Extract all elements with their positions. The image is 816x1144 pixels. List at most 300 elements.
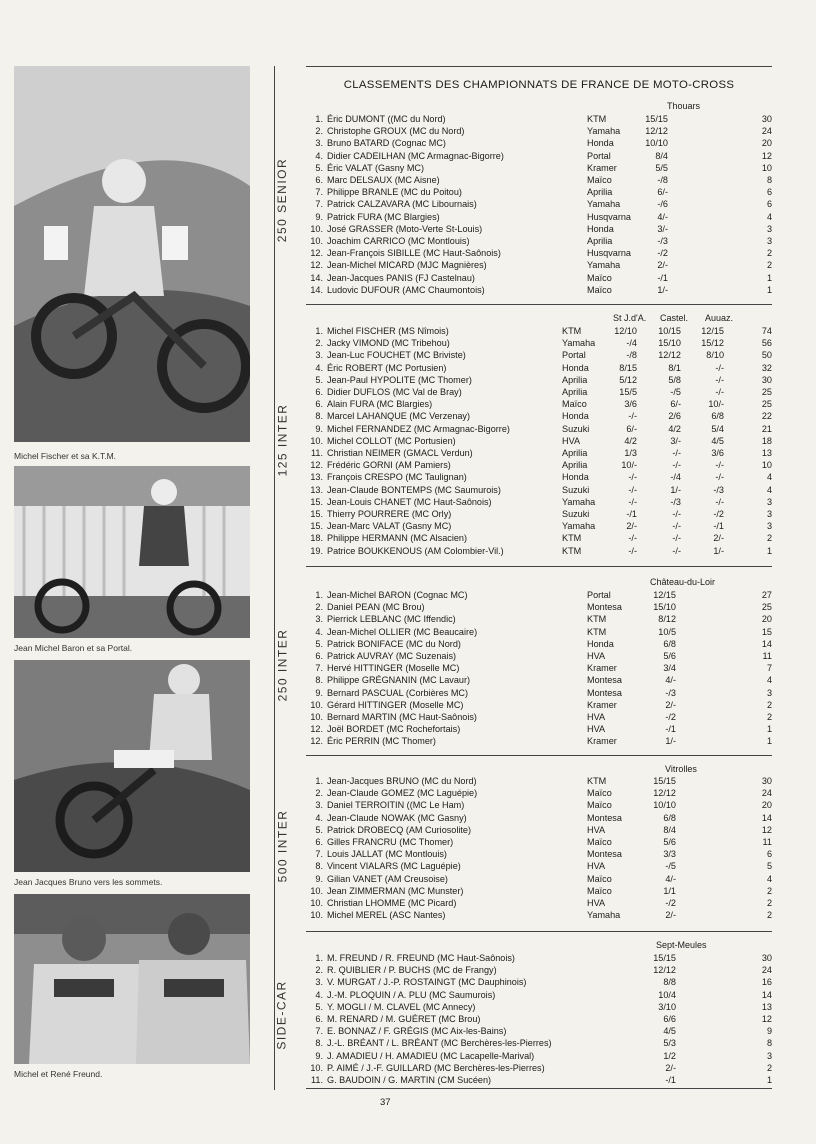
bike-make: Maïco	[587, 175, 612, 185]
race-result: 2/-	[657, 260, 668, 271]
photo-caption-4: Michel et René Freund.	[14, 1069, 103, 1079]
rider-name: Christian NEIMER (GMACL Verdun)	[327, 448, 473, 458]
section-label-side-car: SIDE-CAR	[275, 980, 289, 1050]
result-row	[306, 909, 772, 921]
race-header-thouars: Thouars	[667, 101, 701, 111]
race-result: 10/-	[621, 460, 637, 471]
points-total: 4	[766, 211, 772, 222]
result-row	[306, 964, 772, 976]
rank: 1.	[315, 590, 323, 600]
rank: 4.	[315, 150, 323, 161]
points-total: 1	[766, 272, 772, 283]
rider-name: Jacky VIMOND (MC Tribehou)	[327, 338, 450, 349]
race-result: 6/8	[711, 411, 724, 422]
rider-name: Ludovic DUFOUR (AMC Chaumontois)	[327, 284, 485, 295]
photo-caption-3: Jean Jacques Bruno vers les sommets.	[14, 877, 163, 887]
race-result: -/5	[670, 387, 681, 397]
race-result: -/-	[715, 387, 724, 397]
rank: 10.	[310, 910, 323, 921]
bike-make: Maïco	[587, 272, 612, 283]
points-total: 6	[766, 187, 772, 198]
rank: 8.	[315, 861, 323, 872]
race-result: 4/5	[663, 1026, 676, 1037]
photo-caption-2: Jean Michel Baron et sa Portal.	[14, 643, 133, 653]
rank: 4.	[315, 812, 323, 823]
rank: 7.	[315, 1026, 323, 1037]
points-total: 8	[766, 1038, 772, 1049]
race-result: -/-	[672, 460, 681, 471]
rider-name: Jean-Michel MICARD (MJC Magnières)	[327, 260, 487, 271]
race-result: 2/-	[713, 533, 724, 544]
rider-name: Joël BORDET (MC Rochefortais)	[327, 724, 461, 735]
points-total: 2	[766, 712, 772, 722]
bike-make: Kramer	[587, 663, 617, 674]
result-row	[306, 638, 772, 650]
result-row	[306, 484, 772, 496]
rider-name: Christian LHOMME (MC Picard)	[327, 898, 457, 908]
rider-name: Didier CADEILHAN (MC Armagnac-Bigorre)	[327, 150, 504, 161]
race-result: 15/10	[658, 338, 681, 349]
points-total: 14	[761, 638, 772, 649]
race-header-auuaz: Auuaz.	[705, 313, 734, 323]
race-result: 3/10	[658, 1001, 676, 1012]
race-result: -/2	[657, 248, 668, 259]
race-result: -/8	[657, 175, 668, 185]
bike-make: Montesa	[587, 602, 622, 613]
points-total: 1	[766, 724, 772, 735]
bike-make: Yamaha	[587, 260, 621, 271]
points-total: 2	[766, 910, 772, 921]
race-result: 5/5	[655, 162, 668, 173]
result-row	[306, 952, 772, 964]
race-result: -/1	[626, 509, 637, 519]
race-result: 2/-	[665, 1062, 676, 1073]
points-total: 50	[761, 350, 772, 361]
points-total: 4	[766, 484, 772, 495]
result-row	[306, 247, 772, 259]
rider-name: Jean-Claude BONTEMPS (MC Saumurois)	[327, 484, 501, 495]
section-label-125-inter: 125 INTER	[275, 403, 290, 477]
race-result: 5/12	[619, 374, 637, 385]
result-row	[306, 799, 772, 811]
points-total: 21	[761, 423, 772, 434]
race-result: 1/-	[713, 545, 724, 556]
points-total: 74	[761, 326, 772, 336]
race-result: 2/-	[665, 699, 676, 710]
rider-name: J.-L. BRÉANT / L. BRÉANT (MC Berchères-les-Pierres)	[327, 1038, 552, 1049]
rank: 3.	[315, 350, 323, 361]
points-total: 3	[766, 223, 772, 234]
result-row	[306, 873, 772, 885]
points-total: 12	[761, 150, 772, 161]
race-result: -/-	[715, 472, 724, 483]
points-total: 25	[761, 399, 772, 410]
rank: 10.	[310, 898, 323, 908]
bike-make: Honda	[587, 638, 614, 649]
race-result: 6/-	[657, 187, 668, 198]
race-result: -/-	[628, 484, 637, 495]
bike-make: Yamaha	[587, 910, 621, 921]
rank: 7.	[315, 187, 323, 198]
result-row	[306, 374, 772, 386]
rank: 7.	[315, 199, 323, 210]
rider-name: Louis JALLAT (MC Montlouis)	[327, 849, 447, 860]
rank: 10.	[310, 236, 323, 246]
points-total: 3	[766, 236, 772, 246]
rider-name: Éric VALAT (Gasny MC)	[327, 162, 425, 173]
result-row	[306, 1001, 772, 1013]
points-total: 2	[766, 1062, 772, 1073]
bike-make: Maïco	[587, 873, 612, 884]
points-total: 15	[761, 626, 772, 637]
points-total: 30	[761, 374, 772, 385]
race-result: -/2	[713, 509, 724, 519]
bike-make: Honda	[587, 138, 614, 149]
race-result: -/3	[713, 484, 724, 495]
points-total: 3	[766, 687, 772, 698]
race-result: 10/-	[708, 399, 724, 410]
bike-make: Husqvarna	[587, 248, 631, 259]
photo-michel-rene-freund	[14, 894, 250, 1064]
rider-name: Jean-Jacques PANIS (FJ Castelnau)	[327, 272, 475, 283]
photo-jean-michel-baron	[14, 466, 250, 638]
rank: 9.	[315, 873, 323, 884]
bike-make: Maïco	[562, 399, 587, 410]
bike-make: Aprilia	[562, 460, 588, 471]
rank: 2.	[315, 965, 323, 976]
rank: 6.	[315, 175, 323, 185]
race-result: 12/12	[653, 965, 676, 976]
section-label-500-inter: 500 INTER	[275, 809, 290, 883]
result-row	[306, 1013, 772, 1025]
race-result: 10/10	[645, 138, 668, 149]
rank: 1.	[315, 776, 323, 786]
race-result: 8/8	[663, 977, 676, 988]
result-row	[306, 711, 772, 723]
rank: 4.	[315, 362, 323, 373]
rank: 10.	[310, 435, 323, 446]
result-row	[306, 735, 772, 747]
rank: 6.	[315, 837, 323, 847]
rank: 14.	[310, 284, 323, 295]
rider-name: José GRASSER (Moto-Verte St-Louis)	[327, 223, 483, 234]
rider-name: Michel FERNANDEZ (MC Armagnac-Bigorre)	[327, 423, 510, 434]
race-result: 5/8	[668, 374, 681, 385]
points-total: 3	[766, 509, 772, 519]
result-row	[306, 398, 772, 410]
result-row	[306, 125, 772, 137]
points-total: 14	[761, 989, 772, 1000]
rank: 9.	[315, 1050, 323, 1061]
bike-make: HVA	[587, 651, 606, 661]
section-rule	[306, 304, 772, 305]
race-result: -/-	[628, 496, 637, 507]
points-total: 8	[766, 175, 772, 185]
bike-make: Honda	[562, 411, 589, 422]
race-result: 1/-	[665, 736, 676, 747]
rider-name: Bernard PASCUAL (Corbières MC)	[327, 687, 468, 698]
race-result: -/-	[628, 545, 637, 556]
result-row	[306, 662, 772, 674]
bike-make: KTM	[587, 776, 607, 786]
bike-make: Aprilia	[587, 187, 613, 198]
result-row	[306, 589, 772, 601]
result-row	[306, 259, 772, 271]
race-result: 4/2	[624, 435, 637, 446]
rider-name: Patrick DROBECQ (AM Curiosolite)	[327, 824, 472, 835]
rider-name: Hervé HITTINGER (Moselle MC)	[327, 663, 460, 674]
race-result: -/-	[715, 496, 724, 507]
bike-make: Aprilia	[562, 374, 588, 385]
race-result: -/2	[665, 712, 676, 722]
result-row	[306, 626, 772, 638]
race-result: -/3	[657, 236, 668, 246]
rider-name: Didier DUFLOS (MC Val de Bray)	[327, 387, 462, 397]
rider-name: Jean-Paul HYPOLITE (MC Thomer)	[327, 374, 472, 385]
rider-name: V. MURGAT / J.-P. ROSTAINGT (MC Dauphinois)	[327, 977, 527, 988]
rank: 3.	[315, 138, 323, 149]
result-row	[306, 989, 772, 1001]
bike-make: Portal	[562, 350, 586, 361]
race-result: 4/-	[657, 211, 668, 222]
rank: 3.	[315, 977, 323, 988]
section-label-250-senior: 250 SENIOR	[275, 157, 289, 243]
result-row	[306, 532, 772, 544]
rider-name: Jean-François SIBILLE (MC Haut-Saônois)	[327, 248, 501, 259]
points-total: 20	[761, 138, 772, 149]
rider-name: Marcel LAHANQUE (MC Verzenay)	[327, 411, 471, 422]
bike-make: Suzuki	[562, 423, 590, 434]
rank: 15.	[310, 509, 323, 519]
race-result: 4/-	[665, 873, 676, 884]
bike-make: Aprilia	[562, 387, 588, 397]
rider-name: Éric DUMONT ((MC du Nord)	[327, 114, 446, 124]
result-row	[306, 1062, 772, 1074]
bike-make: Aprilia	[562, 448, 588, 458]
result-row	[306, 198, 772, 210]
bike-make: HVA	[587, 898, 606, 908]
result-row	[306, 186, 772, 198]
rank: 6.	[315, 1014, 323, 1024]
rank: 14.	[310, 272, 323, 283]
result-row	[306, 113, 772, 125]
result-row	[306, 885, 772, 897]
race-result: -/6	[657, 199, 668, 210]
rank: 2.	[315, 338, 323, 349]
rank: 12.	[310, 260, 323, 271]
rider-name: Bruno BATARD (Cognac MC)	[327, 138, 446, 149]
rider-name: Frédéric GORNI (AM Pamiers)	[327, 460, 451, 471]
rider-name: Daniel TERROITIN ((MC Le Ham)	[327, 800, 465, 811]
race-result: 5/6	[663, 651, 676, 661]
result-row	[306, 284, 772, 296]
race-result: -/-	[672, 448, 681, 458]
race-result: -/1	[657, 272, 668, 283]
result-row	[306, 423, 772, 435]
result-row	[306, 410, 772, 422]
rider-name: Joachim CARRICO (MC Montlouis)	[327, 236, 470, 246]
rank: 3.	[315, 800, 323, 811]
rider-name: Michel FISCHER (MS Nîmois)	[327, 326, 449, 336]
rank: 6.	[315, 387, 323, 397]
race-result: 15/10	[653, 602, 676, 613]
rider-name: Éric ROBERT (MC Portusien)	[327, 362, 447, 373]
bike-make: Suzuki	[562, 484, 590, 495]
rider-name: Michel COLLOT (MC Portusien)	[327, 435, 456, 446]
rider-name: M. FREUND / R. FREUND (MC Haut-Saônois)	[327, 953, 515, 963]
race-result: 4/5	[711, 435, 724, 446]
bike-make: Kramer	[587, 162, 617, 173]
points-total: 6	[766, 849, 772, 860]
rider-name: Jean-Claude GOMEZ (MC Laguépie)	[327, 788, 478, 799]
photo-caption-1: Michel Fischer et sa K.T.M.	[14, 451, 117, 461]
rank: 10.	[310, 223, 323, 234]
rider-name: R. QUIBLIER / P. BUCHS (MC de Frangy)	[327, 965, 497, 976]
race-result: -/1	[665, 724, 676, 735]
rider-name: Thierry POURRERE (MC Orly)	[327, 509, 452, 519]
rank: 2.	[315, 788, 323, 799]
rank: 1.	[315, 953, 323, 963]
race-result: 12/12	[658, 350, 681, 361]
bike-make: Maïco	[587, 885, 612, 896]
race-result: 2/-	[626, 521, 637, 532]
bike-make: Honda	[562, 472, 589, 483]
race-result: 12/12	[645, 126, 668, 137]
bike-make: Maïco	[587, 837, 612, 847]
top-rule	[306, 66, 772, 67]
points-total: 1	[766, 545, 772, 556]
rider-name: Gilles FRANCRU (MC Thomer)	[327, 837, 454, 847]
race-header-chateau-du-loir: Château-du-Loir	[650, 577, 716, 587]
rank: 12.	[310, 724, 323, 735]
section-label-250-inter: 250 INTER	[275, 628, 290, 702]
result-row	[306, 601, 772, 613]
points-total: 30	[761, 953, 772, 963]
result-row	[306, 272, 772, 284]
bike-make: Montesa	[587, 849, 622, 860]
photo-michel-fischer	[14, 66, 250, 442]
rider-name: Vincent VIALARS (MC Laguépie)	[327, 861, 461, 872]
race-result: 12/10	[614, 326, 637, 336]
points-total: 30	[761, 776, 772, 786]
race-result: 15/15	[645, 114, 668, 124]
rank: 8.	[315, 1038, 323, 1049]
rider-name: Daniel PEAN (MC Brou)	[327, 602, 425, 613]
race-result: 12/15	[653, 590, 676, 600]
rank: 12.	[310, 248, 323, 259]
rider-name: Jean-Michel OLLIER (MC Beaucaire)	[327, 626, 478, 637]
result-row	[306, 386, 772, 398]
rider-name: M. RENARD / M. GUÉRET (MC Brou)	[327, 1014, 481, 1024]
rank: 12.	[310, 460, 323, 471]
bike-make: HVA	[587, 724, 606, 735]
result-row	[306, 824, 772, 836]
result-row	[306, 1050, 772, 1062]
rank: 5.	[315, 162, 323, 173]
race-result: -/-	[715, 362, 724, 373]
rank: 11.	[311, 448, 323, 458]
race-result: 5/6	[663, 837, 676, 847]
result-row	[306, 325, 772, 337]
rank: 6.	[315, 399, 323, 410]
result-row	[306, 775, 772, 787]
rider-name: Philippe HERMANN (MC Alsacien)	[327, 533, 467, 544]
rank: 7.	[315, 849, 323, 860]
result-row	[306, 349, 772, 361]
race-result: 8/10	[706, 350, 724, 361]
race-result: 6/6	[663, 1014, 676, 1024]
race-result: 3/6	[711, 448, 724, 458]
race-result: 6/8	[663, 812, 676, 823]
points-total: 10	[761, 162, 772, 173]
rank: 5.	[315, 824, 323, 835]
bike-make: Maïco	[587, 284, 612, 295]
rank: 5.	[315, 1001, 323, 1012]
result-row	[306, 812, 772, 824]
race-result: 2/6	[668, 411, 681, 422]
rank: 13.	[310, 472, 323, 483]
points-total: 2	[766, 699, 772, 710]
points-total: 13	[761, 448, 772, 458]
points-total: 1	[766, 736, 772, 747]
result-row	[306, 650, 772, 662]
result-row	[306, 674, 772, 686]
race-result: -/-	[672, 509, 681, 519]
race-result: -/8	[626, 350, 637, 361]
race-header-st-jean: St J.d'A.	[613, 313, 647, 323]
points-total: 11	[762, 837, 772, 847]
page-title: CLASSEMENTS DES CHAMPIONNATS DE FRANCE DE MOTO-CROSS	[343, 79, 735, 91]
rank: 19.	[310, 545, 323, 556]
points-total: 24	[761, 126, 772, 137]
race-result: 10/4	[658, 989, 676, 1000]
rider-name: Christophe GROUX (MC du Nord)	[327, 126, 465, 137]
rider-name: Alain FURA (MC Blargies)	[327, 399, 433, 410]
rider-name: Patrice BOUKKENOUS (AM Colombier-Vil.)	[327, 545, 504, 556]
rider-name: Jean ZIMMERMAN (MC Munster)	[327, 885, 464, 896]
race-result: 6/-	[626, 423, 637, 434]
result-row	[306, 1074, 772, 1086]
race-result: 15/15	[653, 776, 676, 786]
result-row	[306, 447, 772, 459]
points-total: 12	[761, 824, 772, 835]
section-rule	[306, 931, 772, 932]
rank: 12.	[310, 736, 323, 747]
bike-make: KTM	[562, 326, 582, 336]
race-result: 1/2	[663, 1050, 676, 1061]
rider-name: Éric PERRIN (MC Thomer)	[327, 736, 436, 747]
race-result: 4/-	[665, 675, 676, 686]
points-total: 10	[761, 460, 772, 471]
rank: 1.	[315, 114, 323, 124]
result-row	[306, 836, 772, 848]
bottom-rule	[306, 1088, 772, 1089]
rider-name: Patrick BONIFACE (MC du Nord)	[327, 638, 461, 649]
points-total: 27	[761, 590, 772, 600]
bike-make: Kramer	[587, 736, 617, 747]
bike-make: KTM	[587, 114, 607, 124]
rank: 10.	[310, 699, 323, 710]
bike-make: Husqvarna	[587, 211, 631, 222]
rider-name: Jean-Marc VALAT (Gasny MC)	[327, 521, 452, 532]
photo-jean-jacques-bruno	[14, 660, 250, 872]
race-result: 1/-	[657, 284, 668, 295]
rider-name: Philippe BRANLE (MC du Poitou)	[327, 187, 462, 198]
result-row	[306, 435, 772, 447]
points-total: 24	[761, 788, 772, 799]
points-total: 20	[761, 800, 772, 811]
points-total: 2	[766, 898, 772, 908]
